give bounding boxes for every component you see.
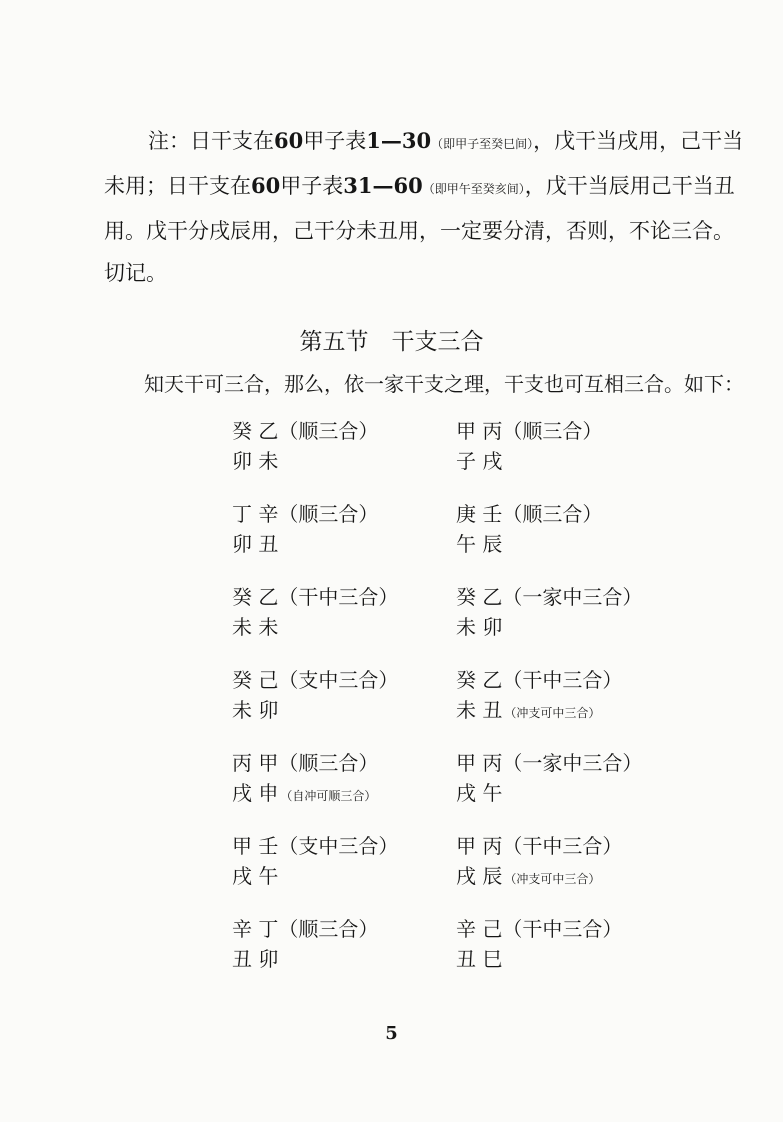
note-text-1: 甲子表 <box>303 129 367 153</box>
branches: 丑 巳 <box>456 947 503 971</box>
stems-line: 甲 壬（支中三合） <box>232 834 399 858</box>
note-text-2: ，戊干当戌用，己干当未用；日干支在 <box>104 129 744 198</box>
note-text-3: 甲子表 <box>280 174 344 198</box>
entry-note: （冲支可中三合） <box>504 872 601 886</box>
stems-line: 甲 丙（干中三合） <box>456 834 623 858</box>
note-range-2: 31—60 <box>343 173 423 198</box>
combination-entry <box>232 831 467 894</box>
intro-paragraph: 知天干可三合，那么，依一家干支之理，干支也可互相三合。如下： <box>144 372 744 396</box>
branches-line <box>232 695 467 728</box>
stems-line: 甲 丙（一家中三合） <box>456 751 643 775</box>
branches-line <box>456 529 691 562</box>
combination-entry <box>456 582 691 645</box>
branches-line <box>232 446 467 479</box>
stems-line: 甲 丙（顺三合） <box>456 419 603 443</box>
combination-entry <box>232 665 467 728</box>
branches-line <box>232 529 467 562</box>
stems-line: 辛 丁（顺三合） <box>232 917 379 941</box>
table-row <box>232 582 692 665</box>
table-row <box>232 831 692 914</box>
table-row <box>232 665 692 748</box>
branches-line <box>456 778 691 811</box>
stems-line: 癸 乙（干中三合） <box>456 668 623 692</box>
branches-line <box>456 612 691 645</box>
note-lead: 注：日干支在 <box>148 129 274 153</box>
note-paragraph <box>104 120 744 294</box>
combination-entry <box>232 416 467 479</box>
entry-note: （自冲可顺三合） <box>280 789 377 803</box>
stems-line: 癸 乙（干中三合） <box>232 585 399 609</box>
note-number-1: 60 <box>274 128 304 153</box>
stems-line: 丁 辛（顺三合） <box>232 502 379 526</box>
stems-line: 癸 乙（顺三合） <box>232 419 379 443</box>
page-number: 5 <box>385 1023 398 1044</box>
branches-line <box>232 778 467 811</box>
table-row <box>232 499 692 582</box>
branches: 卯 丑 <box>232 532 279 556</box>
section-title: 第五节 干支三合 <box>299 329 484 355</box>
branches: 未 未 <box>232 615 279 639</box>
note-text-4: ，戊干当辰用己干当丑用。戊干分戌辰用，己干分未丑用，一定要分清，否则，不论三合。切记。 <box>104 174 735 285</box>
stems-line: 丙 甲（顺三合） <box>232 751 379 775</box>
combination-entry <box>232 748 467 811</box>
branches: 子 戌 <box>456 449 503 473</box>
branches-line <box>232 612 467 645</box>
combination-entry <box>232 582 467 645</box>
branches: 未 卯 <box>232 698 279 722</box>
stems-line: 癸 己（支中三合） <box>232 668 399 692</box>
branches: 未 卯 <box>456 615 503 639</box>
branches: 午 辰 <box>456 532 503 556</box>
branches: 丑 卯 <box>232 947 279 971</box>
combination-entry <box>456 416 691 479</box>
combination-entry <box>456 665 691 728</box>
stems-line: 庚 壬（顺三合） <box>456 502 603 526</box>
branches: 卯 未 <box>232 449 279 473</box>
note-small-1: （即甲子至癸巳间） <box>431 137 534 151</box>
combination-entry <box>456 914 691 977</box>
combination-entry <box>456 499 691 562</box>
combination-entry <box>232 499 467 562</box>
stems-line: 辛 己（干中三合） <box>456 917 623 941</box>
note-number-2: 60 <box>251 173 281 198</box>
combination-entry <box>232 914 467 977</box>
branches-line <box>456 695 691 728</box>
stems-line: 癸 乙（一家中三合） <box>456 585 643 609</box>
table-row <box>232 416 692 499</box>
branches-line <box>456 944 691 977</box>
table-row <box>232 914 692 997</box>
branches: 戌 辰 <box>456 864 503 888</box>
note-range-1: 1—30 <box>366 128 432 153</box>
entry-note: （冲支可中三合） <box>504 706 601 720</box>
note-small-2: （即甲午至癸亥间） <box>422 182 525 196</box>
branches-line <box>456 446 691 479</box>
branches: 戌 申 <box>232 781 279 805</box>
branches-line <box>456 861 691 894</box>
combination-entry <box>456 748 691 811</box>
branches-line <box>232 861 467 894</box>
branches: 戌 午 <box>232 864 279 888</box>
branches: 未 丑 <box>456 698 503 722</box>
branches-line <box>232 944 467 977</box>
table-row <box>232 748 692 831</box>
combination-table <box>232 416 692 997</box>
combination-entry <box>456 831 691 894</box>
branches: 戌 午 <box>456 781 503 805</box>
